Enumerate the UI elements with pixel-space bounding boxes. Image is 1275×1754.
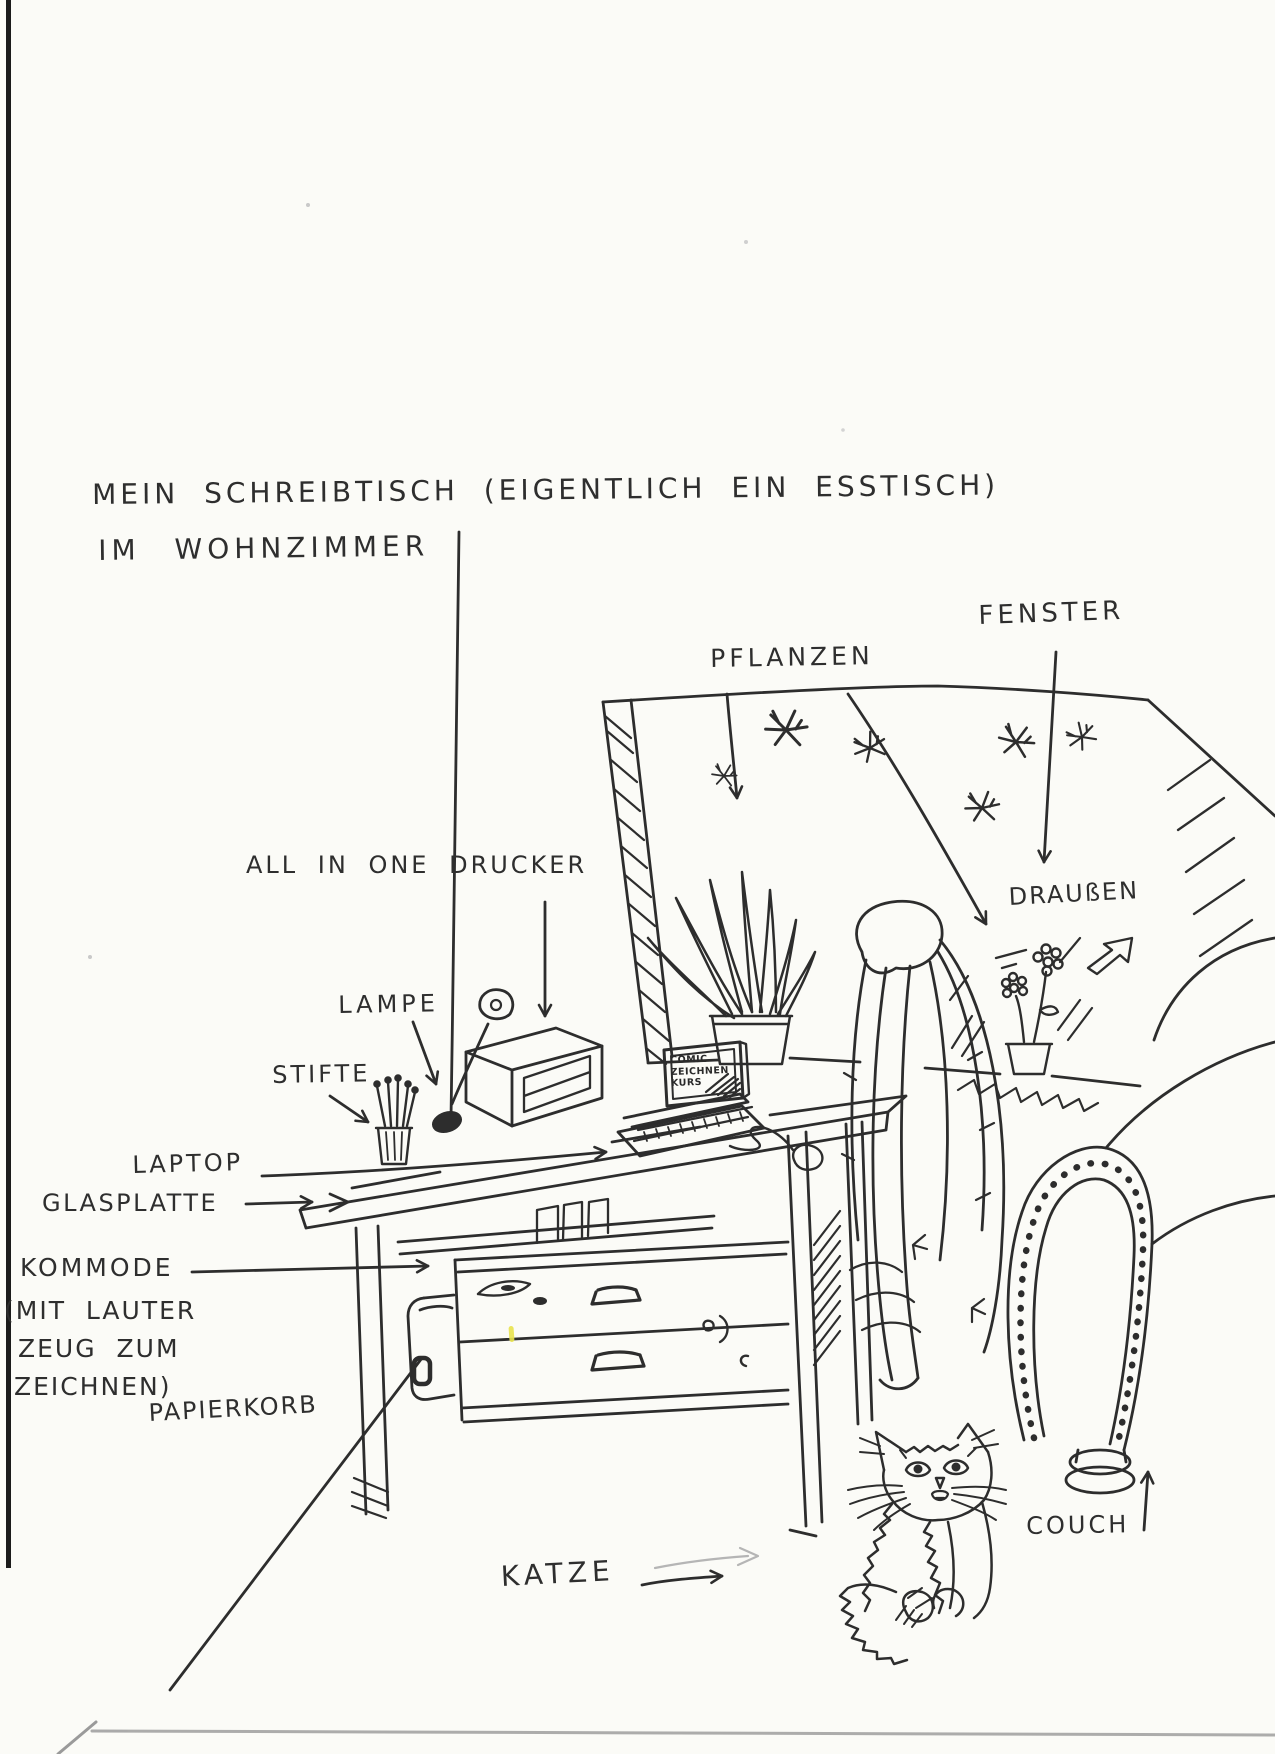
kommode-sketch [455, 1242, 788, 1422]
page-title-line2: IM WOHNZIMMER [98, 529, 430, 567]
papierkorb-slot [414, 1358, 430, 1384]
label-papierkorb: PAPIERKORB [148, 1390, 319, 1427]
arrow-stifte [330, 1096, 368, 1122]
label-kommode: KOMMODE [20, 1253, 174, 1282]
course-sign-line1: COMIC [670, 1053, 708, 1066]
scan-bottom-line [58, 1722, 1275, 1754]
scan-edge-artifacts [6, 0, 845, 1568]
course-sign-line2: ZEICHNEN [670, 1064, 729, 1078]
arrow-couch [1144, 1472, 1148, 1530]
arrow-fenster [1044, 652, 1056, 862]
wall-hatching [1168, 760, 1252, 956]
label-glasplatte: GLASPLATTE [42, 1189, 219, 1217]
flower-pot-sketch [950, 938, 1092, 1074]
window-plant-silhouettes [710, 707, 1100, 823]
couch-sketch [1008, 938, 1275, 1493]
label-katze: KATZE [500, 1554, 616, 1593]
label-pflanzen: PFLANZEN [710, 641, 874, 673]
label-fenster: FENSTER [978, 595, 1125, 631]
arrow-lampe [413, 1022, 436, 1084]
label-laptop: LAPTOP [132, 1148, 244, 1179]
drawer-handle-bottom [592, 1352, 644, 1370]
arrow-kommode [192, 1266, 428, 1272]
cat-sketch [840, 1424, 1006, 1664]
arrow-katze-faint [655, 1548, 758, 1568]
drawer-handle-top [592, 1287, 640, 1304]
course-sign-line3: KURS [670, 1076, 703, 1089]
title-leader-line [451, 532, 459, 1118]
label-couch: COUCH [1026, 1510, 1130, 1540]
papierkorb-sketch [408, 1295, 454, 1400]
desk-lamp-sketch [431, 990, 513, 1135]
label-kommode-note-line3: ZEICHNEN) [14, 1372, 172, 1401]
label-kommode-note-line2: ZEUG ZUM [18, 1334, 180, 1363]
aloe-plant-sketch [648, 872, 815, 1064]
printer-sketch [466, 1028, 602, 1126]
page-title-line1: MEIN SCHREIBTISCH (EIGENTLICH EIN ESSTISCH) [92, 468, 1000, 511]
arrow-katze [642, 1576, 722, 1585]
label-kommode-note-line1: (MIT LAUTER [4, 1296, 197, 1325]
label-draussen: DRAUßEN [1008, 876, 1140, 911]
desk-sketch [300, 1096, 906, 1536]
label-all-in-one-drucker: ALL IN ONE DRUCKER [246, 851, 588, 879]
label-stifte: STIFTE [272, 1059, 371, 1089]
pens-cup-sketch [374, 1075, 417, 1164]
big-plant-sketch [842, 901, 1004, 1388]
course-sign-text [670, 1053, 737, 1090]
arrow-glasplatte [246, 1194, 348, 1211]
label-lampe: LAMPE [338, 989, 440, 1019]
